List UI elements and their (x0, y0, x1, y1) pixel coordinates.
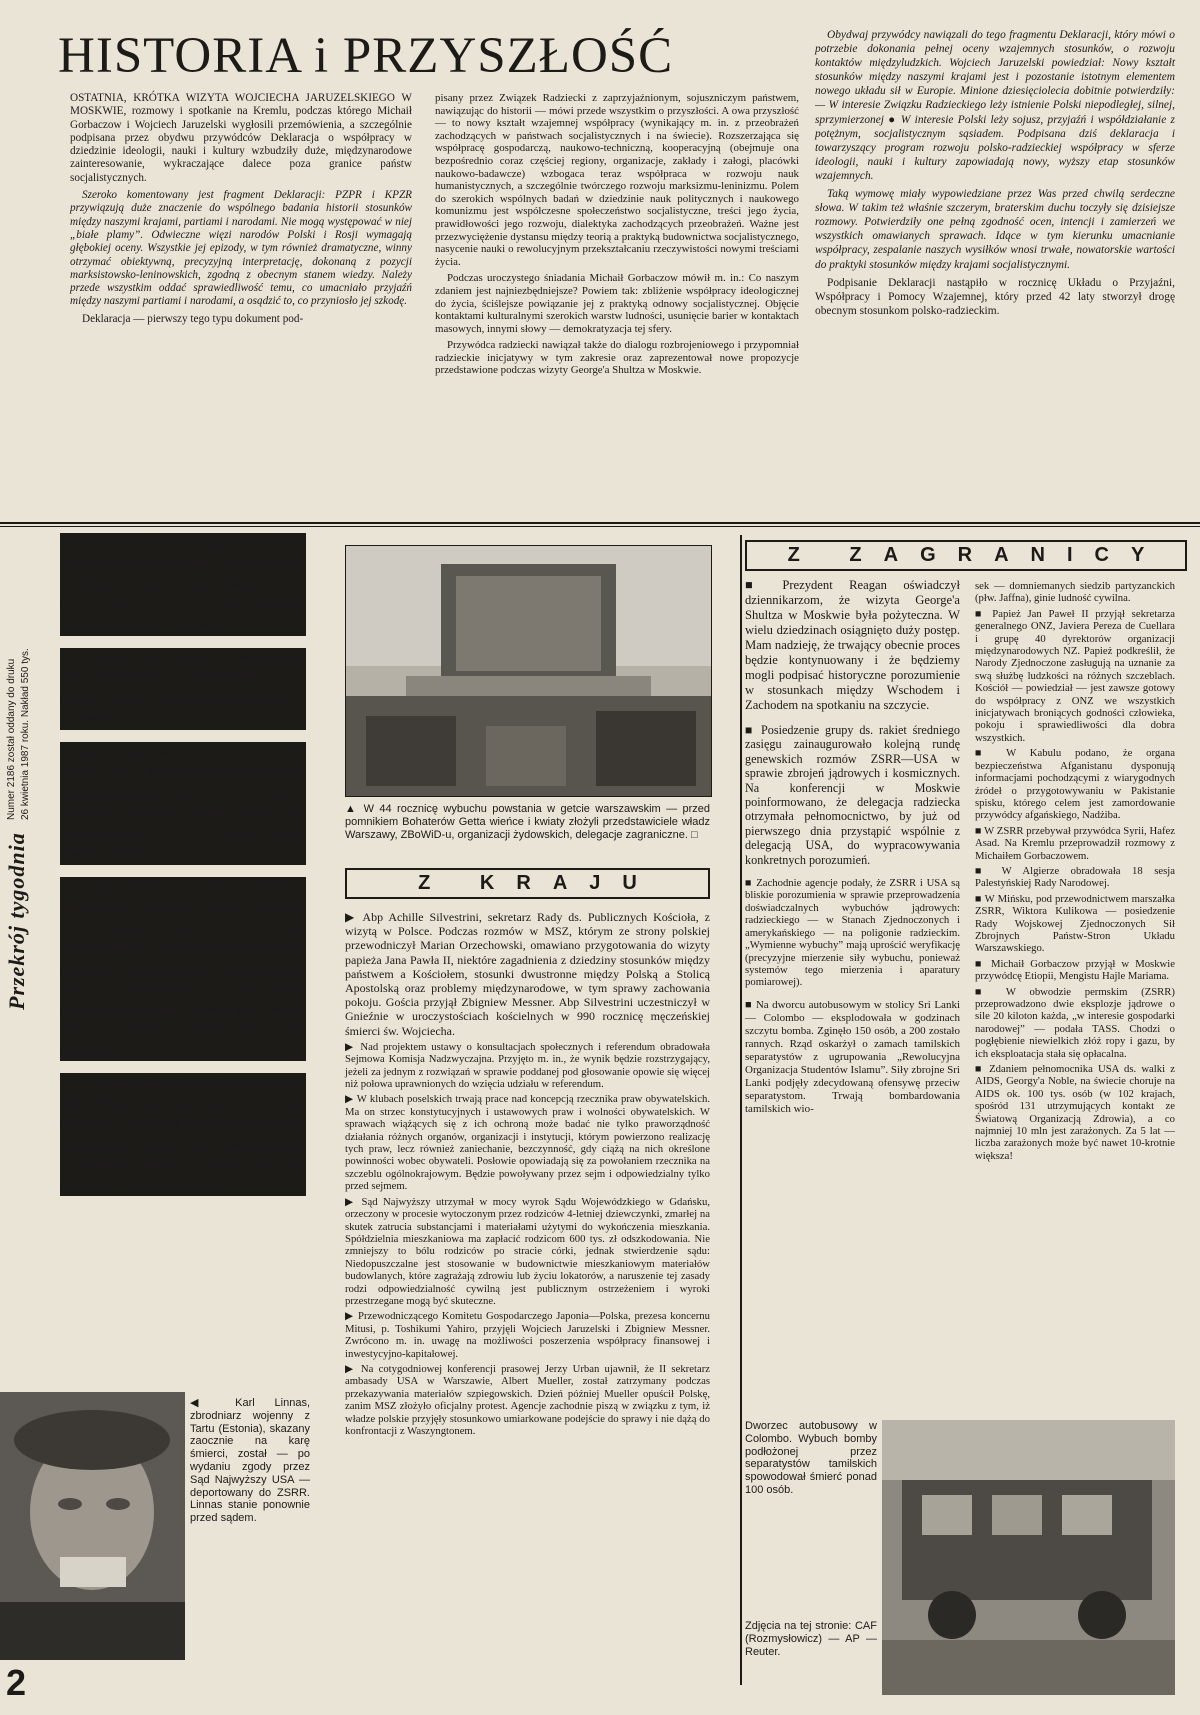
ghetto-monument-photo (345, 545, 712, 797)
left-news-column (60, 533, 306, 1196)
zagranica-item: ■ Prezydent Reagan oświadczył dziennikarzom, że wizyta George'a Shultza w Moskwie była pożyteczna. W wielu dziedzinach osiągnięto duży postęp. Mam nadzieję, że trwający obecnie proces będzie kontynuowany i że będziemy mogli podpisać historyczne porozumienie w stosunkach między Wschodem i Zachodem na spotkaniu na szczycie. (745, 578, 960, 712)
zagranica-item: ■ W Algierze obradowała 18 sesja Palestyńskiej Rady Narodowej. (975, 864, 1175, 890)
section-divider-thin (0, 526, 1200, 527)
article-paragraph: Szeroko komentowany jest fragment Deklaracji: PZPR i KPZR przywiązują duże znaczenie do wspólnego badania historii stosunków między naszymi krajami, partiami i narodami. Nie mogą występować w niej „białe plamy”. Odwieczne więzi narodów Polski i Rosji wymagają głębokiej oceny. Wszystkie jej epizody, w tym również dramatyczne, winny otrzymać obiektywną, precyzyjną interpretację, dokonaną z pozycji marksistowsko-leninowskich, zgodną z obecnym stanem wiedzy. Należy przede wszystkim oddać sprawiedliwość temu, co umacniało przyjaźń między naszymi partiami i narodami, a osądzić to, co przyniosło jej szkodę. (70, 189, 412, 308)
kraj-item: ▶ W klubach poselskich trwają prace nad koncepcją rzecznika praw obywatelskich. Ma on strzec konstytucyjnych i ustawowych praw i wolności obywatelskich. W sprawach wiążących się z ich ochroną może badać nie tylko praworządność działania różnych organów, organizacji i instytucji, którym powierzono realizację tych praw, lecz również zaniechanie, bezczynność, gdy ciążą na nich określone powinności wobec obywateli. Posłowie opowiadają się za powołaniem rzecznika na szczeblu ogólnokrajowym. Będzie powoływany przez sejm i odpowiedzialny tylko przed sejmem. (345, 1093, 710, 1193)
portrait-image (0, 1392, 185, 1660)
linnas-caption: ◀ Karl Linnas, zbrodniarz wojenny z Tartu (Estonia), skazany zaocznie na karę śmierci, został — po wydaniu zgody przez Sąd Najwyższy USA — deportowany do ZSRR. Linnas stanie ponownie przed sądem. (190, 1397, 310, 1525)
top-article-col1 (70, 92, 412, 330)
zagranica-item: ■ Zachodnie agencje podały, że ZSRR i USA są bliskie porozumienia w sprawie przeprowadzenia doświadczalnych wybuchów jądrowych: radzieckiego — w Stanach Zjednoczonych i amerykańskiego — na poligonie radzieckim. „Wymienne wybuchy” mają uprościć weryfikację (precyzyjne mierzenie siły wybuchu, ponieważ systemów tego mierzenia i aparatury pomiarowej). (745, 877, 960, 989)
zagranica-item: ■ Michaił Gorbaczow przyjął w Moskwie przywódcę Etiopii, Mengistu Hajle Mariama. (975, 957, 1175, 983)
zagranica-item: ■ W obwodzie permskim (ZSRR) przeprowadzono dwie eksplozje jądrowe o sile 20 kiloton każda, „w interesie gospodarki narodowej” — podała TASS. Chodzi o pogłębienie niewielkich złóż ropy i gazu, by ich eksploatacja stała się opłacalna. (975, 985, 1175, 1060)
news-item: ✶ Narodowa potrzeba — wspólne działanie dla rozwoju narodowego gospodarstwa! ● Rozbroić świat, dać ludziom nadzieję! ● Sprawy ludzi pracy — to sprawy partii! — m. in. te hasła towarzyszą tegorocznym obchodom 1-Majowego święta. (60, 533, 306, 636)
page-number: 2 (6, 1662, 27, 1703)
photo-credits: Zdjęcia na tej stronie: CAF (Rozmysłowicz) — AP — Reuter. (745, 1620, 877, 1658)
top-article-col2 (435, 92, 799, 381)
zagranica-item: ■ W ZSRR przebywał przywódca Syrii, Hafez Asad. Na Kremlu przeprowadził rozmowy z Michaiłem Gorbaczowem. (975, 824, 1175, 862)
zagranica-item: ■ Zdaniem pełnomocnika USA ds. walki z AIDS, Georgy'a Noble, na świecie choruje na AIDS ok. 100 tys. osób (w 102 krajach, spośród 131 utrzymujących kontakt ze Światową Organizacją Zdrowia), a co najmniej 10 mln jest zarażonych. Za 5 lat — liczba zarażonych może być nawet 10-krotnie większa! (975, 1063, 1175, 1162)
article-paragraph: Taką wymowę miały wypowiedziane przez Was przed chwilą serdeczne słowa. W takim też właśnie szczerym, braterskim duchu toczyły się dzisiejsze rozmowy. Potwierdziły one pełną zgodność ocen, intencji i zamierzeń we wszystkich omawianych sprawach. Idące w tym kierunku umacnianie współpracy, zespalanie naszych wysiłków wnosi trwałe, nowatorskie wartości do praktyki stosunków między krajami socjalistycznymi. (815, 188, 1175, 271)
zagranica-item: sek — domniemanych siedzib partyzanckich (płw. Jaffna), ginie ludność cywilna. (975, 580, 1175, 605)
article-paragraph: Podpisanie Deklaracji nastąpiło w rocznicę Układu o Przyjaźni, Współpracy i Pomocy Wzajemnej, który przed 42 laty stworzył drogę obecnym stosunkom polsko-radzieckim. (815, 276, 1175, 317)
article-paragraph: Przywódca radziecki nawiązał także do dialogu rozbrojeniowego i przypomniał radzieckie inicjatywy w tym zakresie oraz zaprezentował nowe propozycje przedstawione podczas wizyty George'a Shultza w Moskwie. (435, 339, 799, 377)
news-item: ✶ W ostatnim tygodniu kwietnia wykonano — podczas obywatelskiego czynu społecznego — wiele prac użytecznych i potrzebnych dla regionów, miast, wsi i zakładów pracy. Odradza się idea czynów społecznych w zmienionej formie: decyduje nie efekt propagandowy, a konkretna potrzeba. (60, 1073, 306, 1196)
article-lead-paragraph: OSTATNIA, KRÓTKA WIZYTA WOJCIECHA JARUZELSKIEGO W MOSKWIE, rozmowy i spotkanie na Kremlu, podczas którego Michaił Gorbaczow i Wojciech Jaruzelski wygłosili przemówienia, a szczególnie podpisana przez obydwu przywódców Deklaracja o współpracy w dziedzinie ideologii, nauki i kultury wzbudziły duże, międzynarodowe zainteresowanie, wykraczające dalece poza granice państw socjalistycznych. (70, 92, 412, 184)
article-paragraph: Obydwaj przywódcy nawiązali do tego fragmentu Deklaracji, który mówi o potrzebie dokonania pełnej oceny wzajemnych stosunków, o rozwoju kontaktów międzyludzkich. Wojciech Jaruzelski powiedział: Nowy kształt stosunków między naszymi krajami jest i pozostanie istotnym elementem nowego układu sił w Europie. Minione dziesięciolecia dobitnie potwierdziły: — W interesie Związku Radzieckiego leży istnienie Polski niepodległej, silnej, sprzymierzonej ● W interesie Polski leży sojusz, przyjaźń i współdziałanie z potężnym, socjalistycznym sąsiadem. Podpisana dziś deklaracja i towarzyszący program rozwoju polsko-radzieckiej współpracy w sferze ideologii, nauki i kultury zapowiadają nowy, wyższy etap stosunków wzajemnych. (815, 29, 1175, 182)
right-section-rule (740, 535, 742, 1685)
imprint-line-1: Numer 2186 został oddany do druku (6, 658, 17, 820)
zagranica-col2 (975, 580, 1175, 1165)
zagranica-item: ■ Posiedzenie grupy ds. rakiet średniego zasięgu zainaugurowało kolejną rundę genewskich rozmów ZSRR—USA w sprawie zbrojeń jądrowych i kosmicznych. Na konferencji w Moskwie poinformowano, że delegacja radziecka otrzymała pełnomocnictwo, by już od pierwszego dnia przystąpić wspólnie z delegacją USA, do wypracowywania konkretnych porozumień. (745, 723, 960, 867)
logo-text: Przekrój tygodnia (4, 832, 29, 1010)
page-title: HISTORIA i PRZYSZŁOŚĆ (58, 28, 674, 84)
kraj-item: ▶ Na cotygodniowej konferencji prasowej Jerzy Urban ujawnił, że II sekretarz ambasady USA w Warszawie, Albert Mueller, został zatrzymany podczas przekazywania materiałów szpiegowskich. Dzień później Mueller opuścił Polskę, zanim MSZ złożyło oficjalny protest. Agencje zachodnie piszą w związku z tym, iż władze polskie przyjęły stosunkowo umiarkowane podejście do sprawy i nie dążą do konfrontacji z Waszyngtonem. (345, 1362, 710, 1438)
colombo-bus-photo (882, 1420, 1175, 1695)
bus-caption: Dworzec autobusowy w Colombo. Wybuch bomby podłożonej przez separatystów tamilskich spowodował śmierć ponad 100 osób. (745, 1420, 877, 1496)
zagranica-item: ■ Papież Jan Paweł II przyjął sekretarza generalnego ONZ, Javiera Pereza de Cuellara i grupę 40 dyrektorów organizacji międzynarodowych NZ. Papież podkreślił, że Narody Zjednoczone zasługują na uznanie za swą służbę ludzkości na różnych szczeblach. Kościół — powiedział — jest zawsze gotowy do współpracy z ONZ we wszystkich inicjatywach broniących godności człowieka, pokoju i sprawiedliwości dla dobra wszystkich. (975, 607, 1175, 744)
article-paragraph: pisany przez Związek Radziecki z zaprzyjaźnionym, sojuszniczym państwem, nawiązując do historii — mówi przede wszystkim o przyszłości. A owa przyszłość — to nowy kształt wzajemnej współpracy (wynikający m. in. z przeobrażeń zachodzących w państwach socjalistycznych i na świecie). Rozszerzająca się współpracę gospodarczą, naukowo-techniczną, kooperacyjną (obejmuje ona bezpośrednio coraz częściej regiony, organizacje, zakłady i załogi, placówki naukowo-badawcze) wzbogaca teraz współpraca w rozwoju nauk humanistycznych, a szczególnie twórczego rozwoju marksizmu-leninizmu. Polem do szerokich wspólnych badań w dziedzinie nauk politycznych i naukowego komunizmu jest współczesne społeczeństwo socjalistyczne, treści jego życia, prawidłowości jego rozwoju, dialektyka zachodzących przeobrażeń. Ważne jest przezwyciężenie dystansu między teorią a praktyką budownictwa socjalistycznego, nasycenie nauki o rewolucyjnym przekształcaniu rzeczywistości nowymi treściami życia. (435, 92, 799, 268)
top-article-col3 (815, 28, 1175, 322)
section-header-z-kraju: Z KRAJU (345, 868, 710, 899)
bus-wreck-image (882, 1420, 1175, 1695)
monument-image (346, 546, 711, 796)
kraj-item: ▶ Przewodniczącego Komitetu Gospodarczego Japonia—Polska, prezesa koncernu Mitusi, p. Toshikumi Yahiro, przyjęli Wojciech Jaruzelski i Zbigniew Messner. Zwrócono m. in. uwagę na możliwości poszerzenia współpracy finansowej i inwestycyjno-kapitałowej. (345, 1310, 710, 1360)
ghetto-caption: ▲ W 44 rocznicę wybuchu powstania w getcie warszawskim — przed pomnikiem Bohaterów Getta wieńce i kwiaty złożyli przedstawiciele władz Warszawy, ZBoWiD-u, organizacji żydowskich, delegacje zagraniczne. □ (345, 803, 710, 841)
zagranica-item: ■ W Mińsku, pod przewodnictwem marszałka ZSRR, Wiktora Kulikowa — posiedzenie Rady Wojskowej Zjednoczonych Sił Zbrojnych Państw-Stron Układu Warszawskiego. (975, 892, 1175, 955)
kraj-item: ▶ Sąd Najwyższy utrzymał w mocy wyrok Sądu Wojewódzkiego w Gdańsku, orzeczony w procesie wytoczonym przez rodziców 4-letniej dziewczynki, zmarłej na skutek zatrucia substancjami i materiałami użytymi do wykończenia mieszkania. Spółdzielnia mieszkaniowa ma zapłacić rodzicom 600 tys. zł odszkodowania. Nie zmniejszy to bólu rodziców po stracie córki, jednak stwierdzenie sądu: Niedopuszczalne jest stosowanie w budownictwie mieszkaniowym materiałów budowlanych, które zagrażają zdrowiu lub życiu lokatorów, a naruszenie tej zasady rodzi odpowiedzialność cywilną jest publicznym ostrzeżeniem i wyroki przestrzegane mogą być skuteczne. (345, 1195, 710, 1307)
zagranica-item: ■ W Kabulu podano, że organa bezpieczeństwa Afganistanu dysponują informacjami pochodzącymi z wiarygodnych źródeł o przygotowywaniu w Pakistanie spisku, którego celem jest zamordowanie przywódcy afgańskiego, Nadżiba. (975, 747, 1175, 822)
news-item: ✶ W Gdańsku, z udziałem 1200 delegatów, obradował XXI Kongres Techników Polskich. Uczestniczyli Wojciech Jaruzelski i Zbigniew Messner. O tempie rozwoju kraju, jak i o powodzeniu II etapu reformy gospodarczej, decydować będzie w najbliższym czasie postęp naukowo-techniczny — mówił premier. Tymczasem innowacyjność polskiej gospodarki jest znikoma. Te problemy stanowiły główny wątek gdańskich obrad. (60, 877, 306, 1062)
section-header-z-zagranicy: Z ZAGRANICY (745, 540, 1187, 571)
news-item: ✶ Realizacja przez władze państwowe wniosków I Kongresu PRON była rozpatrywana na wspólnym posiedzeniu prezydiów rządu i KW RK PRON. Premier Messner złożył deklarację dalszej ścisłej współpracy rządu z PRON, także podczas obrad II Kongresu (8—10 V). (60, 742, 306, 865)
news-item: ✶ W dniach 6—7 maja — obrady sejmu. Rozpatrywane będą m. in. poselskie projekty ustaw: o zmianie Konstytucji, o konsultacjach społecznych i referendum. (60, 648, 306, 730)
article-paragraph: Podczas uroczystego śniadania Michaił Gorbaczow mówił m. in.: Co naszym zdaniem jest najniezbędniejsze? Powiem tak: zbliżenie współpracy ideologicznej do życia, ściślejsze powiązanie jej z praktyką odnowy socjalistycznej. Objęcie kontaktami kulturalnymi szerokich warstw ludności, usunięcie barier w kontaktach masowych, innymi słowy — demokratyzacja tej sfery. (435, 272, 799, 335)
kraj-item: ▶ Abp Achille Silvestrini, sekretarz Rady ds. Publicznych Kościoła, z wizytą w Polsce. Podczas rozmów w MSZ, którym ze strony polskiej przewodniczył Marian Orzechowski, omawiano przygotowania do wizyty papieża Jana Pawła II, niektóre zagadnienia z dziedziny stosunków między państwem a Kościołem, stosunki dwustronne między Polską a Stolicą Apostolską oraz problemy międzynarodowe, w tym sprawy zachowania pokoju. Gościa przyjął Zbigniew Messner. Abp Silvestrini uczestniczył w Gnieźnie w uroczystościach kościelnych w 990 rocznicę męczeńskiej śmierci św. Wojciecha. (345, 910, 710, 1038)
zagranica-item: ■ Na dworcu autobusowym w stolicy Sri Lanki — Colombo — eksplodowała w godzinach szczytu bomba. Zginęło 150 osób, a 200 zostało rannych. Rząd oskarżył o zamach tamilskich separatystów z ugrupowania „Rewolucyjna Organizacja Studentów Islamu”. Siły zbrojne Sri Lanki podjęły zdecydowaną ofensywę przeciw separatystom. Trwają bombardowania tamilskich wio- (745, 998, 960, 1115)
przekroj-tygodnia-logo (4, 830, 44, 1010)
section-divider (0, 522, 1200, 524)
imprint-line-2: 26 kwietnia 1987 roku. Nakład 550 tys. (20, 648, 31, 820)
linnas-photo (0, 1392, 185, 1660)
z-kraju-articles (345, 910, 710, 1440)
zagranica-col1 (745, 578, 960, 1116)
kraj-item: ▶ Nad projektem ustawy o konsultacjach społecznych i referendum obradowała Sejmowa Komisja Nadzwyczajna. Przyjęto m. in., że wynik będzie rozstrzygający, jeżeli za jednym z rozwiązań w sprawie poddanej pod głosowanie opowie się więcej niż połowa uprawnionych do wzięcia udziału w referendum. (345, 1040, 710, 1091)
article-paragraph: Deklaracja — pierwszy tego typu dokument pod- (82, 312, 304, 325)
